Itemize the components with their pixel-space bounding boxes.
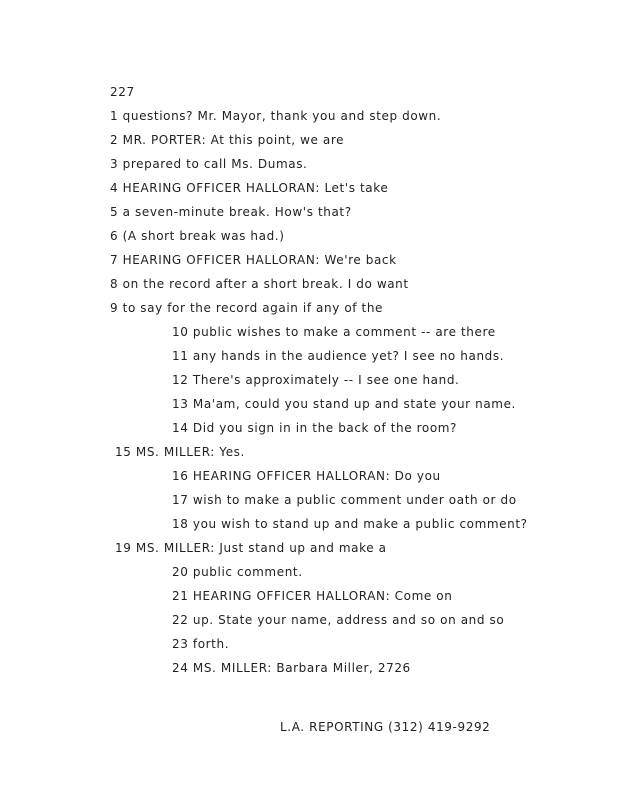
transcript-line-14: 14 Did you sign in in the back of the room? (172, 421, 458, 435)
page-footer: L.A. REPORTING (312) 419-9292 (280, 720, 491, 734)
transcript-line-6: 6 (A short break was had.) (110, 229, 285, 243)
transcript-line-20: 20 public comment. (172, 565, 303, 579)
transcript-line-10: 10 public wishes to make a comment -- are there (172, 325, 496, 339)
transcript-line-22: 22 up. State your name, address and so on and so (172, 613, 505, 627)
transcript-line-5: 5 a seven-minute break. How's that? (110, 205, 352, 219)
transcript-line-21: 21 HEARING OFFICER HALLORAN: Come on (172, 589, 453, 603)
transcript-line-18: 18 you wish to stand up and make a public comment? (172, 517, 528, 531)
transcript-line-15: 15 MS. MILLER: Yes. (115, 445, 245, 459)
transcript-line-16: 16 HEARING OFFICER HALLORAN: Do you (172, 469, 441, 483)
transcript-line-7: 7 HEARING OFFICER HALLORAN: We're back (110, 253, 397, 267)
transcript-line-13: 13 Ma'am, could you stand up and state your name. (172, 397, 516, 411)
transcript-line-9: 9 to say for the record again if any of the (110, 301, 384, 315)
transcript-line-4: 4 HEARING OFFICER HALLORAN: Let's take (110, 181, 389, 195)
transcript-line-12: 12 There's approximately -- I see one hand. (172, 373, 460, 387)
transcript-line-2: 2 MR. PORTER: At this point, we are (110, 133, 345, 147)
transcript-line-8: 8 on the record after a short break. I do want (110, 277, 409, 291)
transcript-line-3: 3 prepared to call Ms. Dumas. (110, 157, 308, 171)
page-number: 227 (110, 85, 135, 99)
transcript-line-17: 17 wish to make a public comment under oath or do (172, 493, 517, 507)
transcript-line-19: 19 MS. MILLER: Just stand up and make a (115, 541, 387, 555)
transcript-line-1: 1 questions? Mr. Mayor, thank you and step down. (110, 109, 442, 123)
transcript-line-24: 24 MS. MILLER: Barbara Miller, 2726 (172, 661, 411, 675)
transcript-line-23: 23 forth. (172, 637, 230, 651)
transcript-line-11: 11 any hands in the audience yet? I see no hands. (172, 349, 505, 363)
